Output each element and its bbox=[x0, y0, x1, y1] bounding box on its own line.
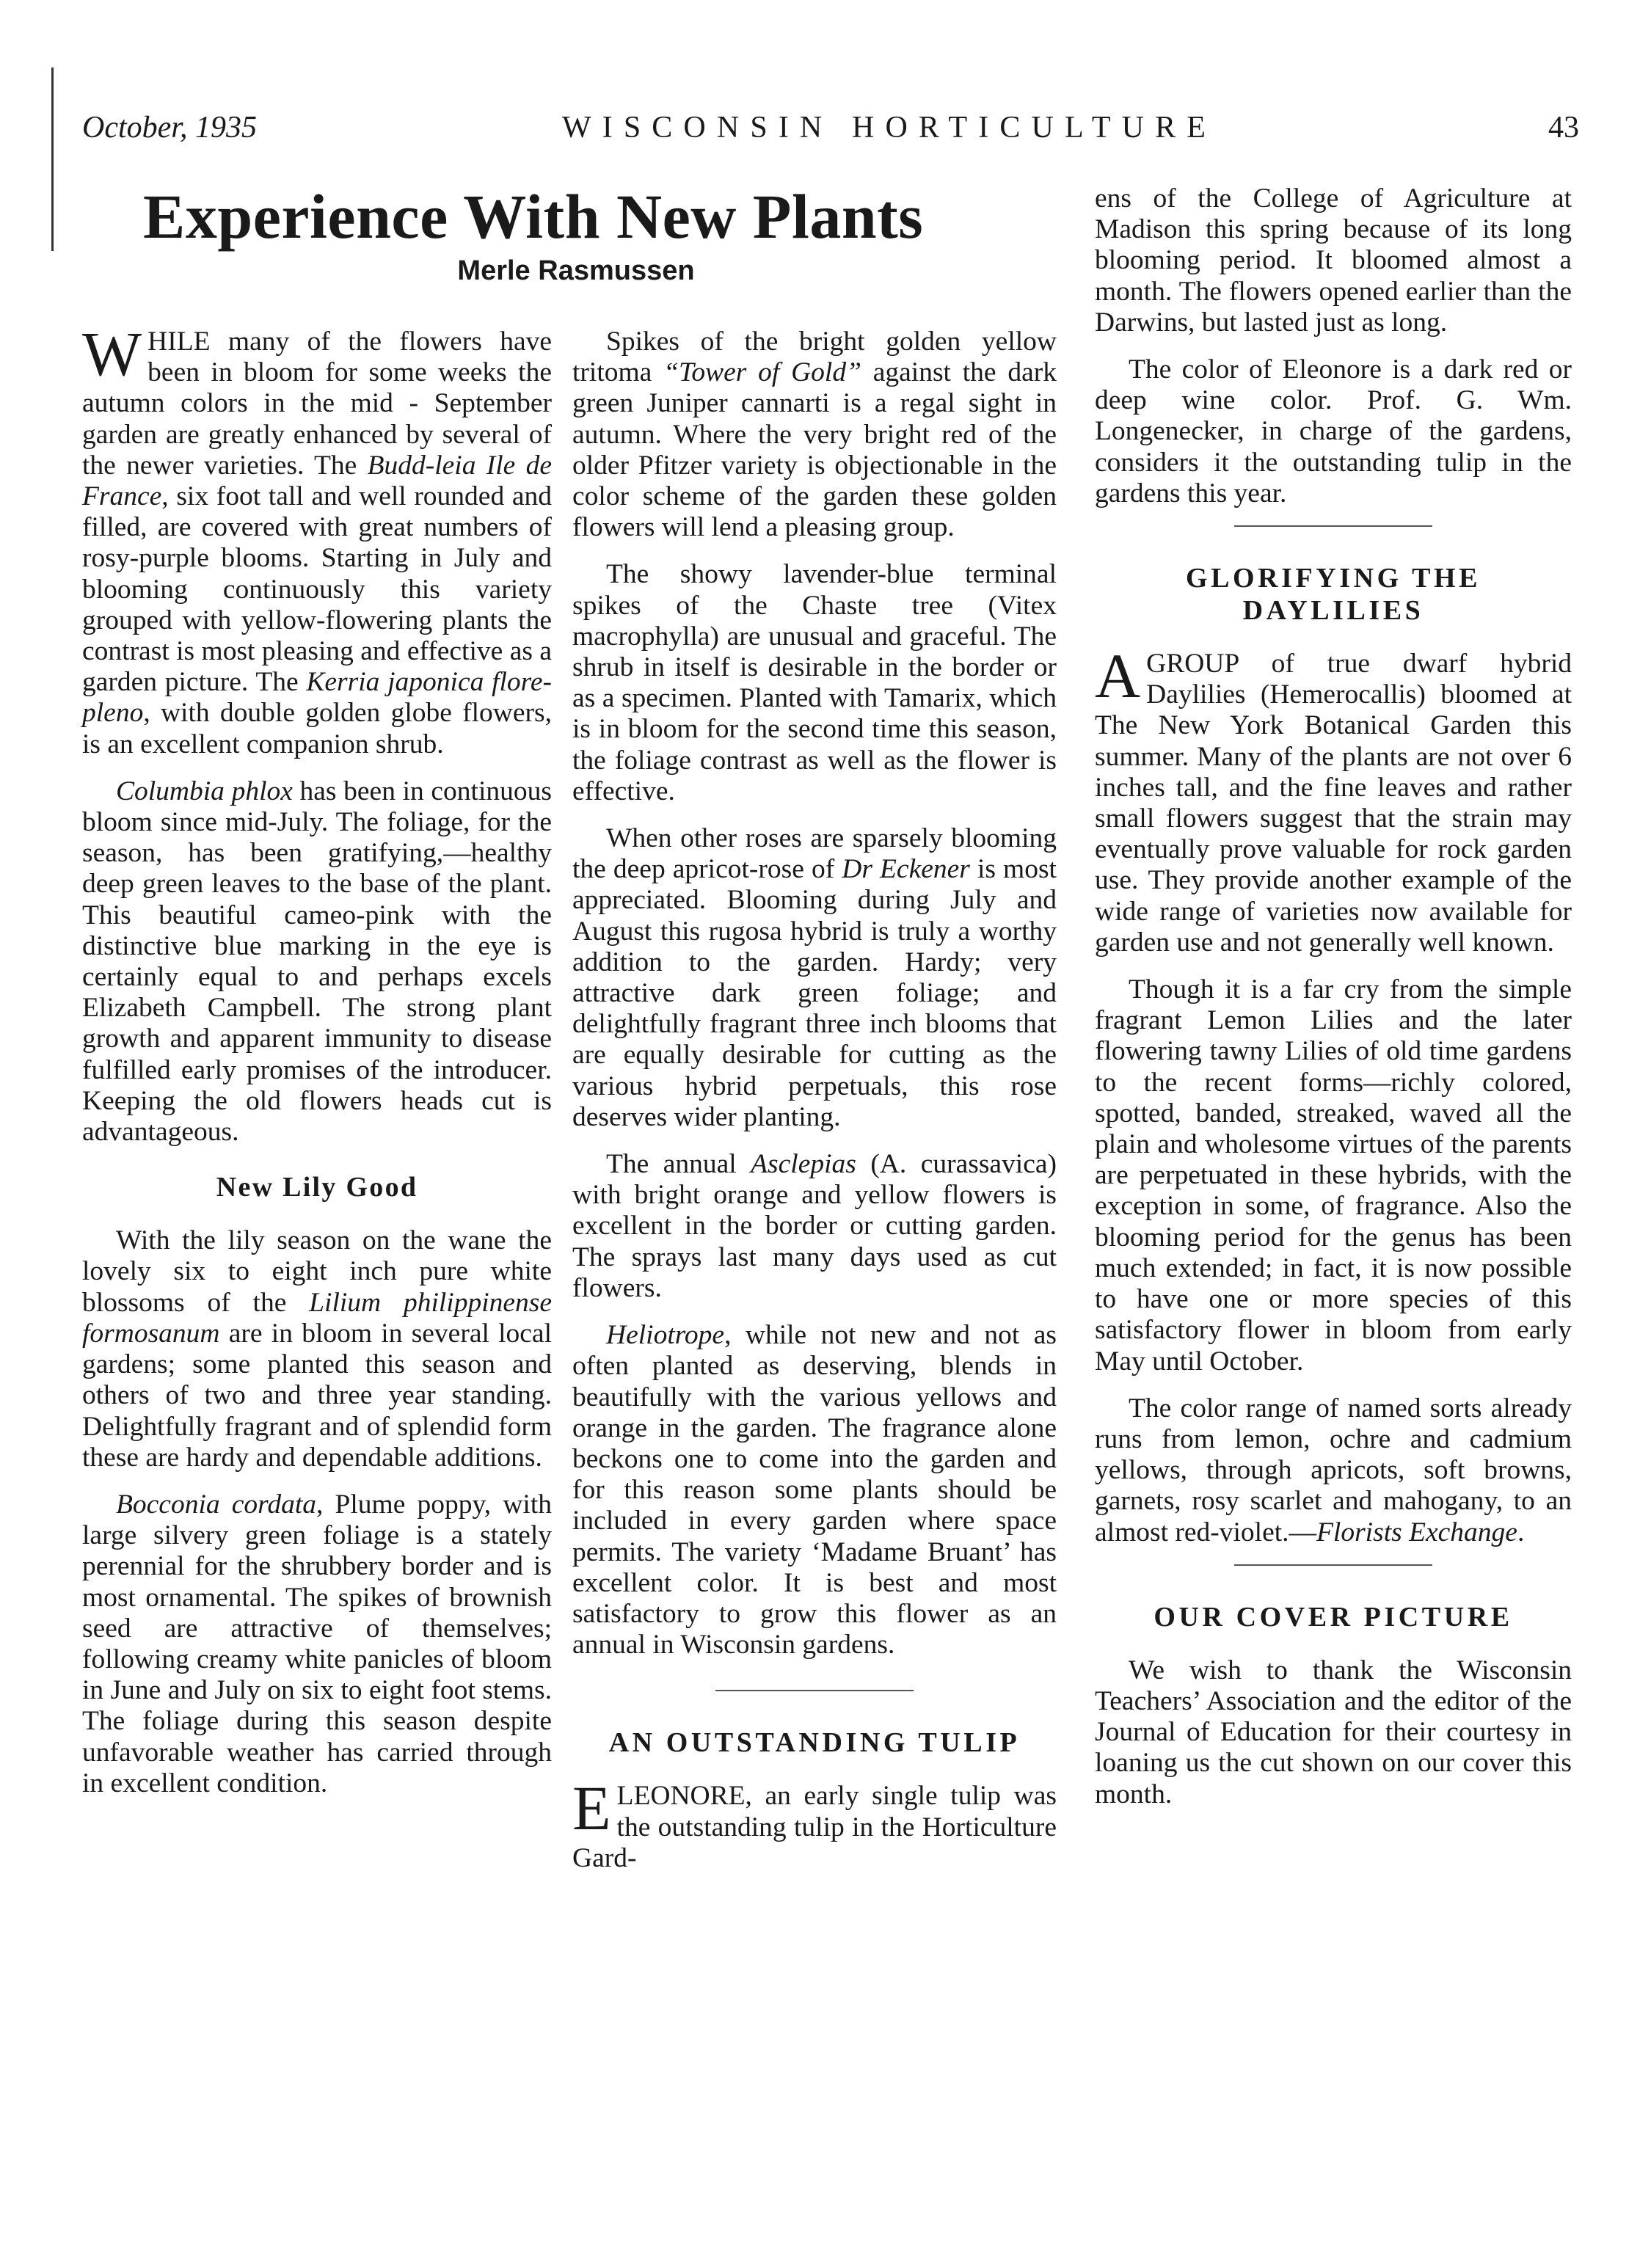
section-divider bbox=[1234, 1564, 1432, 1566]
section-heading: AN OUTSTANDING TULIP bbox=[608, 1727, 1021, 1759]
section-heading: OUR COVER PICTURE bbox=[1153, 1601, 1513, 1633]
paragraph: Columbia phlox has been in continuous bloom since mid-July. The foliage, for the season, has been gratifying,—healthy deep green leaves to the base of the plant. This beautiful cameo-pink with the distinctive blue marking in the eye is certainly equal to and perhaps excels Elizabeth Campbell. The strong plant growth and apparent immunity to disease fulfilled early promises of the introducer. Keeping the old flowers heads cut is advantageous. bbox=[82, 776, 552, 1148]
paragraph: ens of the College of Agriculture at Madison this spring because of its long blooming period. It bloomed almost a month. The flowers opened earlier than the Darwins, but lasted just as long. bbox=[1095, 183, 1572, 338]
paragraph: Bocconia cordata, Plume poppy, with large silvery green foliage is a stately perennial for the shrubbery border and is most ornamental. The spikes of brownish seed are attractive of themselves; following creamy white panicles of bloom in June and July on six to eight foot stems. The foliage during this season despite unfavorable weather has carried through in excellent condition. bbox=[82, 1489, 552, 1798]
journal-title: WISCONSIN HORTICULTURE bbox=[561, 111, 1217, 145]
paragraph: The color range of named sorts already runs from lemon, ochre and cadmium yellows, through apricots, soft browns, garnets, rosy scarlet and mahogany, to an almost red-violet.—Florists Exchange. bbox=[1095, 1393, 1572, 1547]
paragraph: The showy lavender-blue terminal spikes of the Chaste tree (Vitex macrophylla) are unusual and graceful. The shrub in itself is desirable in the border or as a specimen. Planted with Tamarix, which is in bloom for the second time this season, the foliage contrast as well as the flower is effective. bbox=[572, 559, 1057, 806]
issue-date: October, 1935 bbox=[82, 111, 257, 145]
column-2 bbox=[572, 327, 1057, 1890]
page-number: 43 bbox=[1548, 111, 1579, 145]
paragraph: The annual Asclepias (A. curassavica) with bright orange and yellow flowers is excellent in the border or cutting garden. The sprays last many days used as cut flowers. bbox=[572, 1149, 1057, 1303]
paragraph: With the lily season on the wane the lovely six to eight inch pure white blossoms of the Lilium philippinense formosanum are in bloom in several local gardens; some planted this season and others of two and three year standing. Delightfully fragrant and of splendid form these are hardy and dependable additions. bbox=[82, 1225, 553, 1473]
column-3 bbox=[1095, 183, 1572, 1826]
running-head bbox=[82, 110, 1579, 154]
paragraph: AGROUP of true dwarf hybrid Daylilies (Hemerocallis) bloomed at The New York Botanical Garden this summer. Many of the plants are not over 6 inches tall, and the fine leaves and rather small flowers suggest that the strain may eventually prove valuable for rock garden use. They provide another example of the wide range of varieties now available for garden use and not generally well known. bbox=[1095, 641, 1572, 958]
column-1 bbox=[82, 318, 553, 1815]
margin-rule bbox=[51, 68, 54, 251]
section-heading: New Lily Good bbox=[216, 1172, 418, 1203]
paragraph: The color of Eleonore is a dark red or deep wine color. Prof. G. Wm. Longenecker, in charge of the gardens, considers it the outstanding tulip in the gardens this year. bbox=[1095, 354, 1572, 508]
section-divider bbox=[1234, 525, 1432, 527]
paragraph: When other roses are sparsely blooming the deep apricot-rose of Dr Eckener is most appreciated. Blooming during July and August this rugosa hybrid is truly a worthy addition to the garden. Hardy; very attractive dark green foliage; and delightfully fragrant three inch blooms that are equally desirable for cutting as the various hybrid perpetuals, this rose deserves wider planting. bbox=[572, 823, 1057, 1132]
paragraph: ELEONORE, an early single tulip was the outstanding tulip in the Horticulture Gard- bbox=[572, 1773, 1057, 1873]
drop-cap: W bbox=[82, 318, 142, 389]
paragraph: Spikes of the bright golden yellow tritoma “Tower of Gold” against the dark green Juniper cannarti is a regal sight in autumn. Where the very bright red of the older Pfitzer variety is objectionable in the color scheme of the garden these golden flowers will lend a pleasing group. bbox=[572, 327, 1057, 543]
drop-cap: A bbox=[1095, 641, 1141, 712]
section-divider bbox=[715, 1690, 914, 1691]
article-title: Experience With New Plants bbox=[143, 181, 924, 252]
drop-cap: E bbox=[572, 1773, 611, 1844]
paragraph: Heliotrope, while not new and not as often planted as deserving, blends in beautifully with the various yellows and orange in the garden. The fragrance alone beckons one to come into the garden and for this reason some plants should be included in every garden where space permits. The variety ‘Madame Bruant’ has excellent color. It is best and most satisfactory to grow this flower as an annual in Wisconsin gardens. bbox=[572, 1320, 1057, 1660]
paragraph: Though it is a far cry from the simple fragrant Lemon Lilies and the later flowering tawny Lilies of old time gardens to the recent forms—richly colored, spotted, banded, streaked, waved all the plain and wholesome virtues of the parents are perpetuated in these hybrids, with the exception in some, of fragrance. Also the blooming period for the genus has been much extended; in fact, it is now possible to have one or more species of this satisfactory flower in bloom from early May until October. bbox=[1095, 974, 1572, 1377]
byline: Merle Rasmussen bbox=[457, 255, 695, 286]
paragraph: We wish to thank the Wisconsin Teachers’ Association and the editor of the Journal of Education for their courtesy in loaning us the cut shown on our cover this month. bbox=[1095, 1655, 1572, 1809]
section-heading: GLORIFYING THE DAYLILIES bbox=[1185, 563, 1481, 627]
paragraph: WHILE many of the flowers have been in bloom for some weeks the autumn colors in the mid - September garden are greatly enhanced by several of the newer varieties. The Budd-leia Ile de France, six foot tall and well rounded and filled, are covered with great numbers of rosy-purple blooms. Starting in July and blooming continuously this variety grouped with yellow-flowering plants the contrast is most pleasing and effective as a garden picture. The Kerria japonica flore-pleno, with double golden globe flowers, is an excellent companion shrub. bbox=[82, 318, 552, 759]
